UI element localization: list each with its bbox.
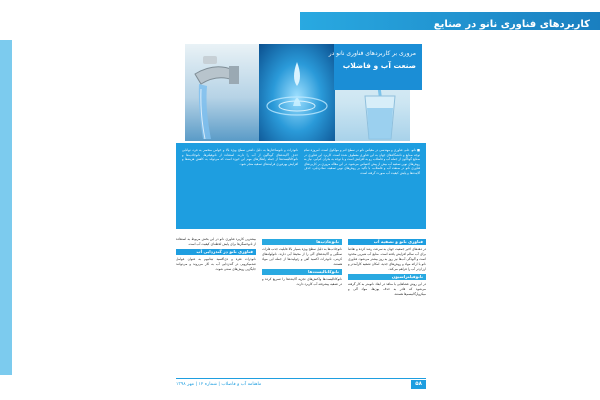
subheading: نانوکاتالیست‌ها [262, 269, 342, 275]
intro-text-left: نانوذرات و نانوساختارها به دلیل داشتن سطح ویژه بالا و خواص منحصر به فرد، توانایی حذف آلاینده‌های گوناگون از آب را دارند. استفاده از نانوفیلترها، نانوجاذب‌ها و نانوکاتالیست‌ها از جمله راهکارهای مهم این حوزه است که می‌تواند به کاهش هزینه‌ها و افزایش بهره‌وری فرایندهای تصفیه منجر شود. [182, 148, 298, 166]
page-footer [176, 378, 426, 389]
intro-panel [176, 143, 426, 229]
water-tap-photo [185, 44, 259, 141]
paragraph: نانوکاتالیست‌ها واکنش‌های تجزیه آلاینده‌ها را تسریع کرده و در تصفیه پیشرفته آب کاربرد دارند. [262, 277, 342, 286]
article-pretitle: مروری بر کاربردهای فناوری نانو در [328, 50, 416, 57]
paragraph: در این روش غشاهایی با منافذ در ابعاد نانومتر به کار گرفته می‌شود که قادر به حذف یون‌ها، مواد آلی و میکروارگانیسم‌ها هستند. [348, 282, 426, 296]
left-rail-decoration [0, 40, 12, 375]
page-number: ۵۸ [411, 380, 426, 389]
article-title: صنعت آب و فاضلاب [342, 61, 416, 70]
body-column-right [348, 237, 426, 372]
article-title-box [328, 44, 422, 90]
intro-text-right: ■ نانو، علم، فناوری و مهندسی در مقیاس نانو در سطح اتم و مولکول است. امروزه تمام توجه صنایع و دانشگاه‌های جهان به این فناوری معطوف شده است. کاربرد این فناوری در صنایع گوناگون از جمله آب و فاضلاب رو به افزایش است و با توجه به بحران کم‌آبی، نیاز به روش‌های نوین تصفیه آب بیش از پیش احساس می‌شود. در این مقاله مروری بر کاربردهای فناوری نانو در صنعت آب و فاضلاب، با تأکید بر روش‌های نوین تصفیه، نمک‌زدایی، حذف آلاینده‌ها و پایش کیفیت آب صورت گرفته است. [304, 148, 420, 175]
section-title: کاربردهای فناوری نانو در صنایع [433, 19, 590, 30]
paragraph: در دهه‌های اخیر جمعیت جهان به سرعت رشد کرده و تقاضا برای آب سالم افزایش یافته است. منابع آب شیرین محدود است و آلودگی آب‌ها نیز روز به روز بیشتر می‌شود. فناوری نانو با ارائه مواد و روش‌های جدید، امکان تصفیه کارآمدتر و ارزان‌تر آب را فراهم می‌کند. [348, 247, 426, 271]
body-column-left [176, 237, 256, 372]
magazine-info: ماهنامه آب و فاضلاب | شماره ۱۲ | مهر ۱۳۹۸ [176, 381, 262, 387]
subheading: فناوری نانو در گندزدایی آب [176, 249, 256, 255]
section-header [300, 12, 600, 30]
water-drop-photo [259, 44, 335, 141]
paragraph: نانوجاذب‌ها به دلیل سطح ویژه بسیار بالا قابلیت جذب فلزات سنگین و آلاینده‌های آلی را از محیط آبی دارند. نانولوله‌های کربنی، نانوذرات اکسید آهن و زئولیت‌ها از جمله این مواد هستند. [262, 247, 342, 266]
paragraph: بیشترین کاربرد فناوری نانو در این بخش مربوط به استفاده از نانوحسگرها برای پایش لحظه‌ای کیفیت آب است. [176, 237, 256, 246]
paragraph: نانوذرات نقره و دی‌اکسید تیتانیوم به عنوان عوامل ضدمیکروبی در گندزدایی آب به کار می‌روند و می‌توانند جایگزین روش‌های سنتی شوند. [176, 256, 256, 271]
subheading: نانوجاذب‌ها [262, 239, 342, 245]
subheading: نانوفیلتراسیون [348, 274, 426, 280]
subheading: فناوری نانو و تصفیه آب [348, 239, 426, 245]
body-column-middle [262, 237, 342, 372]
